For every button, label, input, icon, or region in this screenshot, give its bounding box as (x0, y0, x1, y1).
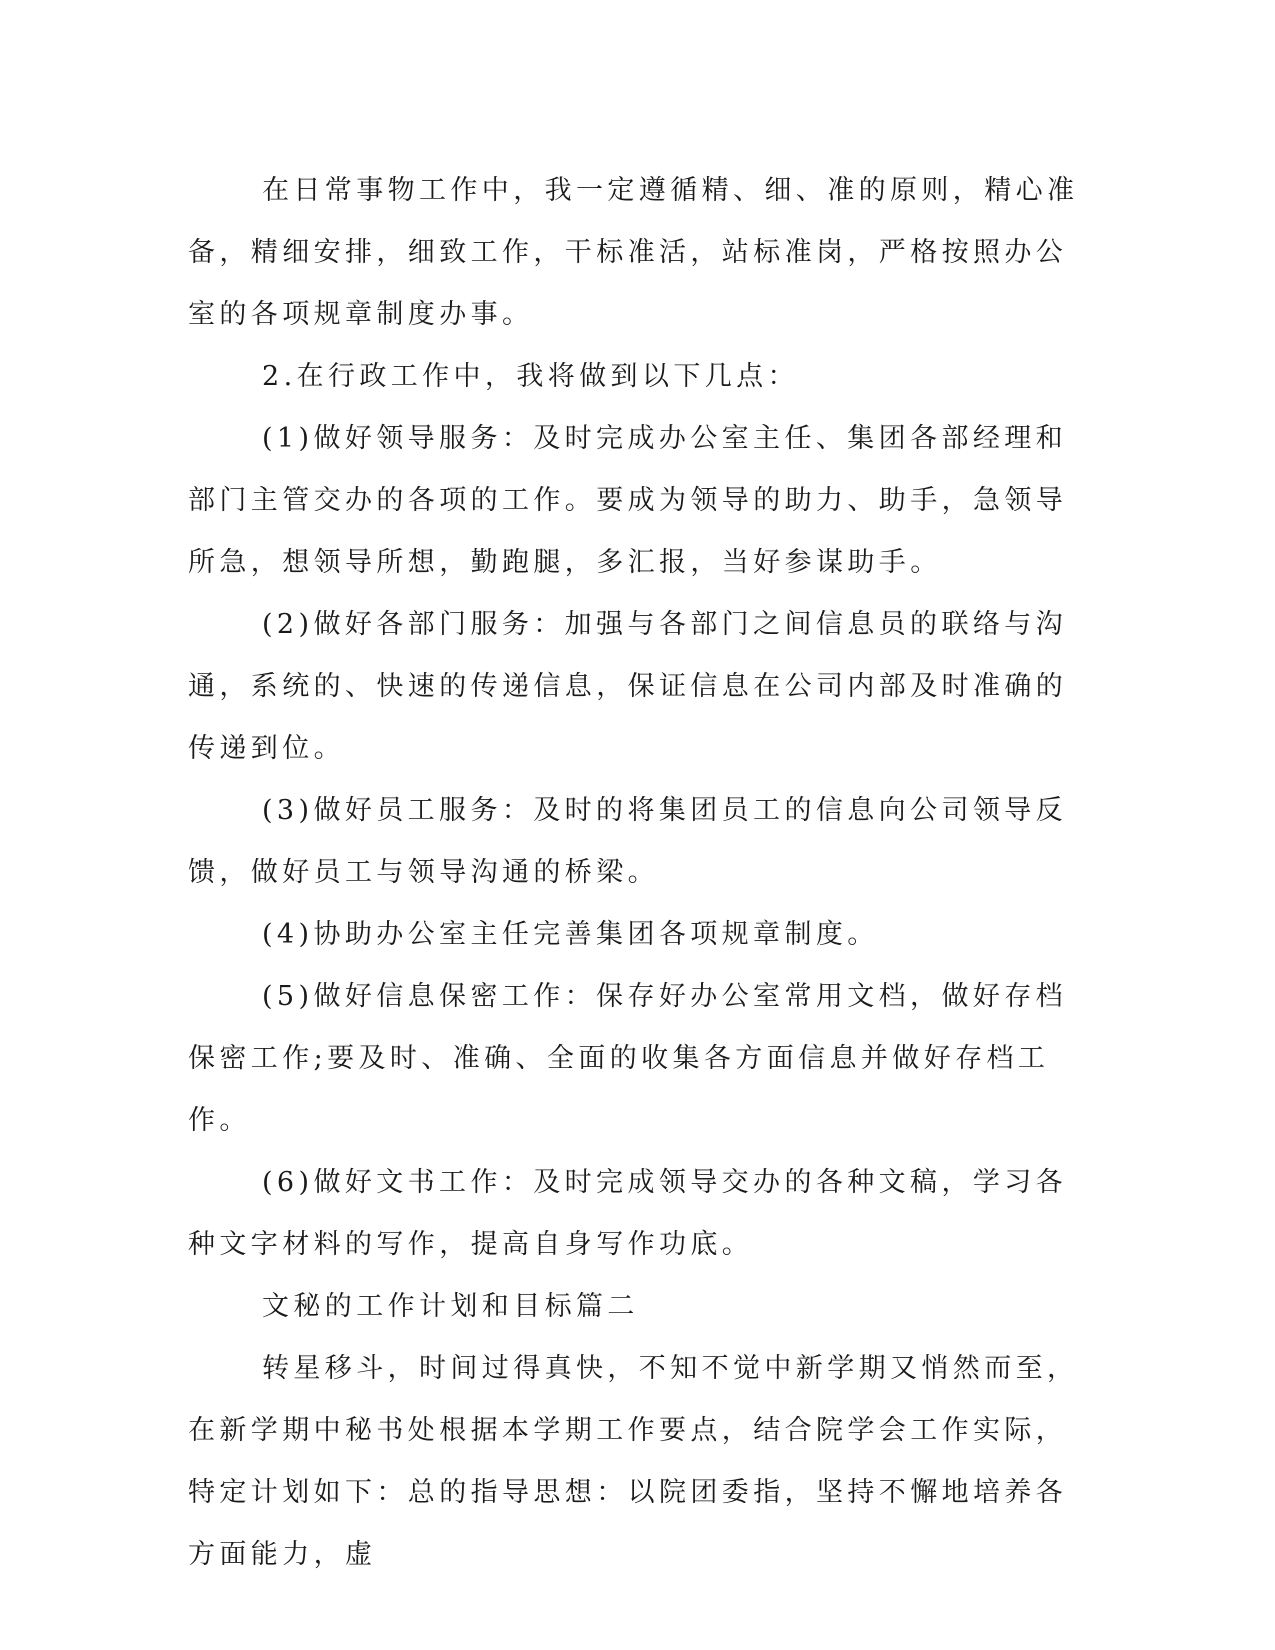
paragraph-staff-service: (3)做好员工服务：及时的将集团员工的信息向公司领导反馈，做好员工与领导沟通的桥梁。 (188, 795, 1068, 888)
paragraph-clerical-work: (6)做好文书工作：及时完成领导交办的各种文稿，学习各种文字材料的写作，提高自身写作功底。 (188, 1167, 1068, 1260)
paragraph-new-semester: 转星移斗，时间过得真快，不知不觉中新学期又悄然而至，在新学期中秘书处根据本学期工作要点，结合院学会工作实际，特定计划如下：总的指导思想：以院团委指，坚持不懈地培养各方面能力，虚 (188, 1353, 1079, 1570)
paragraph-admin-work-heading: 2.在行政工作中，我将做到以下几点： (262, 361, 799, 392)
paragraph-department-service: (2)做好各部门服务：加强与各部门之间信息员的联络与沟通，系统的、快速的传递信息，保证信息在公司内部及时准确的传递到位。 (188, 609, 1068, 764)
paragraph-daily-work: 在日常事物工作中，我一定遵循精、细、准的原则，精心准备，精细安排，细致工作，干标准活，站标准岗，严格按照办公室的各项规章制度办事。 (188, 175, 1079, 330)
paragraph-leader-service: (1)做好领导服务：及时完成办公室主任、集团各部经理和部门主管交办的各项的工作。要成为领导的助力、助手，急领导所急，想领导所想，勤跑腿，多汇报，当好参谋助手。 (188, 423, 1068, 578)
section-heading-part-two: 文秘的工作计划和目标篇二 (262, 1291, 639, 1322)
paragraph-assist-director: (4)协助办公室主任完善集团各项规章制度。 (262, 919, 879, 950)
paragraph-confidentiality: (5)做好信息保密工作：保存好办公室常用文档，做好存档保密工作;要及时、准确、全面的收集各方面信息并做好存档工作。 (188, 981, 1068, 1136)
document-body (188, 160, 1088, 1586)
